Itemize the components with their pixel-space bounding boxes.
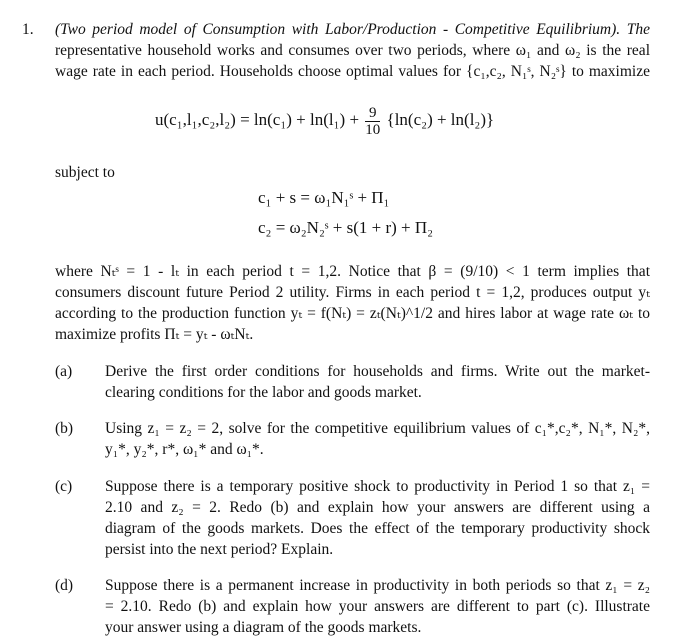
part-c-line-3: diagram of the goods markets. Does the effect of the temporary productivity shock (105, 520, 650, 537)
part-a-label: (a) (55, 363, 73, 380)
part-b-line-1: Using z₁ = z₂ = 2, solve for the competitive equilibrium values of c₁*,c₂*, N₁*, N₂*, (105, 420, 650, 437)
body-line-4: maximize profits Πₜ = yₜ - ωₜNₜ. (55, 326, 254, 343)
part-b-label: (b) (55, 420, 74, 437)
part-c-line-1: Suppose there is a temporary positive shock to productivity in Period 1 so that z₁ = (105, 478, 650, 495)
body-line-1: where Nₜˢ = 1 - lₜ in each period t = 1,2. Notice that β = (9/10) < 1 term implies that (55, 263, 650, 280)
intro-line-1: (Two period model of Consumption with Labor/Production - Competitive Equilibrium). The (55, 21, 650, 38)
part-c-label: (c) (55, 478, 73, 495)
problem-number: 1. (22, 21, 34, 38)
subject-to-label: subject to (55, 164, 115, 181)
part-a-line-2: clearing conditions for the labor and goods market. (105, 384, 422, 401)
part-d-line-2: = 2.10. Redo (b) and explain how your answers are different to part (c). Illustrate (105, 598, 650, 615)
part-b-line-2: y₁*, y₂*, r*, ω₁* and ω₁*. (105, 441, 264, 458)
body-line-2: consumers discount future Period 2 utility. Firms in each period t = 1,2, produces output yₜ (55, 284, 650, 301)
intro-line-3: wage rate in each period. Households choose optimal values for {c₁,c₂, N₁ˢ, N₂ˢ} to maximize (55, 63, 650, 80)
utility-lhs: u(c₁,l₁,c₂,l₂) = ln(c₁) + ln(l₁) + (155, 110, 360, 129)
budget-constraint-2: c₂ = ω₂N₂ˢ + s(1 + r) + Π₂ (258, 218, 434, 237)
body-line-3: according to the production function yₜ = f(Nₜ) = zₜ(Nₜ)^1/2 and hires labor at wage rate ωₜ to (55, 305, 650, 322)
fraction-numerator: 9 (365, 105, 380, 122)
part-c-line-4: persist into the next period? Explain. (105, 541, 334, 558)
part-a-line-1: Derive the first order conditions for households and firms. Write out the market- (105, 363, 650, 380)
discount-fraction (365, 105, 380, 138)
intro-line-2: representative household works and consumes over two periods, where ω₁ and ω₂ is the real (55, 42, 650, 59)
utility-function (155, 100, 494, 140)
fraction-denominator: 10 (365, 121, 381, 138)
budget-constraint-1: c₁ + s = ω₁N₁ˢ + Π₁ (258, 188, 390, 207)
part-c-line-2: 2.10 and z₂ = 2. Redo (b) and explain how your answers are different using a (105, 499, 650, 516)
part-d-line-3: your answer using a diagram of the goods markets. (105, 619, 422, 636)
part-d-label: (d) (55, 577, 74, 594)
utility-rhs: {ln(c₂) + ln(l₂)} (386, 110, 495, 129)
part-d-line-1: Suppose there is a permanent increase in productivity in both periods so that z₁ = z₂ (105, 577, 650, 594)
